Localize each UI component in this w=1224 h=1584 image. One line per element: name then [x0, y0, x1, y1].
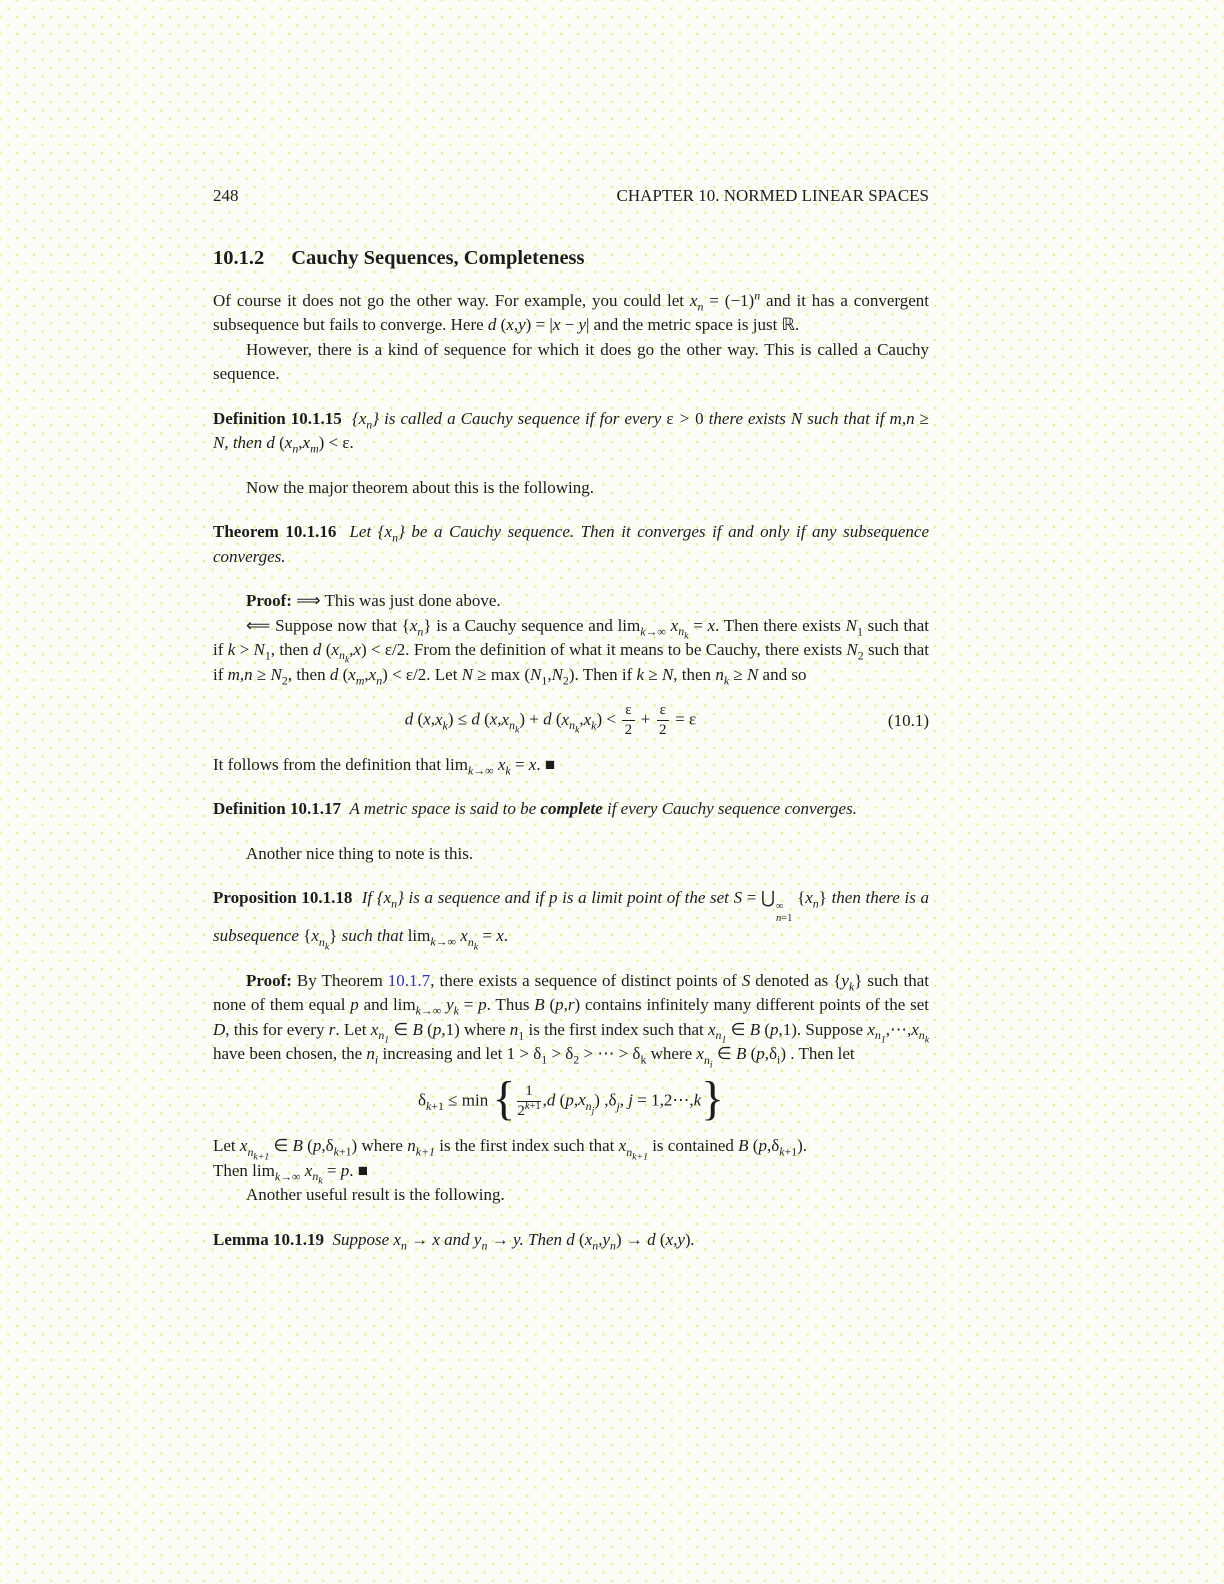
section-heading: [213, 245, 929, 271]
proposition-label: Proposition 10.1.18: [213, 888, 353, 907]
equation-delta-math: $\delta_{k+1} \le \min$ { $\frac{1}{2^{k+1}}$ ,d $(p,x_{n_j})$ $,\delta_j$, j = 1,2⋯,k}: [417, 1073, 725, 1126]
definition-10-1-17: [213, 797, 929, 822]
lemma-10-1-19: [213, 1228, 929, 1253]
proposition-10-1-18: [213, 886, 929, 952]
chapter-running-head: CHAPTER 10. NORMED LINEAR SPACES: [616, 186, 929, 205]
equation-10-1: [213, 702, 929, 740]
paragraph-let-x: Let $x_{n_{k+1}}$ ∈ B $(p,\delta_{k+1})$ where $n_{k+1}$ is the first index such that $x_{n_{k+1}}$ is contained B $(p,\delta_{k+1})$.: [213, 1136, 808, 1162]
theorem-10-1-16: [213, 520, 929, 569]
definition-body: A metric space is said to be complete if every Cauchy sequence converges.: [349, 799, 857, 818]
theorem-body: Let $\{x_n\}$ be a Cauchy sequence. Then it converges if and only if any subsequence converges.: [213, 522, 929, 566]
paragraph-it-follows: It follows from the definition that $\lim_{k\to\infty} x_k = x$. ■: [213, 754, 556, 777]
definition-label: Definition 10.1.15: [213, 408, 342, 428]
lemma-body: Suppose $x_n \to x$ and $y_n \to y$. Then d $(x_n,y_n) \to d$ (x,y).: [332, 1229, 695, 1253]
section-number: 10.1.2: [213, 246, 265, 269]
proposition-body: If $\{x_n\}$ is a sequence and if p is a limit point of the set S = ⋃ ∞ n=1 $\{x_n\}$ then there is a subsequence $\{x_{n_k}\}$ such that $\lim_{k\to\infty} x_{n_k} = x$.: [213, 888, 929, 952]
equation-10-1-tag: (10.1): [887, 710, 929, 730]
definition-label: Definition 10.1.17: [213, 799, 341, 818]
section-title: Cauchy Sequences, Completeness: [291, 246, 585, 269]
page-header: [213, 184, 929, 209]
definition-body: $\{x_n\}$ is called a Cauchy sequence if for every ε > 0 there exists N such that if m,n ≥ N, then d $(x_n,x_m) < \varepsilon$.: [213, 408, 929, 456]
equation-10-1-math: d $(x,x_k) \le d$ $(x,x_{n_k}) + d$ $(x_{n_k},x_k)$ < $\frac{\varepsilon}{2}$ + $\frac{\varepsilon}{2}$ = ε: [404, 702, 697, 739]
lemma-label: Lemma 10.1.19: [213, 1229, 324, 1249]
theorem-label: Theorem 10.1.16: [213, 522, 337, 541]
proof-1-body: ⟸ Suppose now that $\{x_n\}$ is a Cauchy sequence and $\lim_{k\to\infty} x_{n_k} = x$. Then there exists $N_1$ such that if $k > N_1$, then d $(x_{n_k},x) < \varepsilon/2$. From the definition of what it means to be Cauchy, there exists $N_2$ such that if $m,n \ge N_2$, then d $(x_m,x_n) < \varepsilon/2$. Let $N \ge \max (N_1,N_2)$. Then if k ≥ N, then $n_k \ge N$ and so: [213, 615, 930, 687]
equation-delta: [213, 1073, 929, 1126]
paragraph-now-major: Now the major theorem about this is the following.: [246, 477, 594, 497]
paragraph-intro-1: Of course it does not go the other way. For example, you could let $x_n = (-1)^n$ and it has a convergent subsequence but fails to converge. Here d (x,y) = |x − y| and the metric space is just ℝ.: [213, 287, 929, 334]
definition-10-1-15: [213, 407, 929, 456]
paragraph-another-useful: Another useful result is the following.: [246, 1185, 505, 1205]
proof-1-line-1: Proof: ⟹ This was just done above.: [246, 591, 501, 610]
theorem-ref-link[interactable]: 10.1.7: [387, 970, 431, 990]
paragraph-another-nice: Another nice thing to note is this.: [246, 843, 474, 863]
page-number: 248: [213, 186, 239, 205]
proof-2-body: Proof: By Theorem 10.1.7, there exists a sequence of distinct points of S denoted as $\{y_k\}$ such that none of them equal p and $\lim_{k\to\infty} y_k = p$. Thus B (p,r) contains infinitely many different points of the set D, this for every r. Let $x_{n_1}$ ∈ B (p,1) where $n_1$ is the first index such that $x_{n_1}$ ∈ B (p,1). Suppose $x_{n_1},\cdots,x_{n_k}$ have been chosen, the $n_i$ increasing and let $1 > \delta_1 > \delta_2$ > ⋯ > $\delta_k$ where $x_{n_i}$ ∈ B $(p,\delta_i)$ . Then let: [213, 970, 930, 1070]
paragraph-then-lim: Then $\lim_{k\to\infty} x_{n_k} = p$. ■: [213, 1160, 368, 1187]
paragraph-intro-2: However, there is a kind of sequence for which it does go the other way. This is called a Cauchy sequence.: [213, 339, 929, 383]
page-content: [213, 184, 929, 1252]
